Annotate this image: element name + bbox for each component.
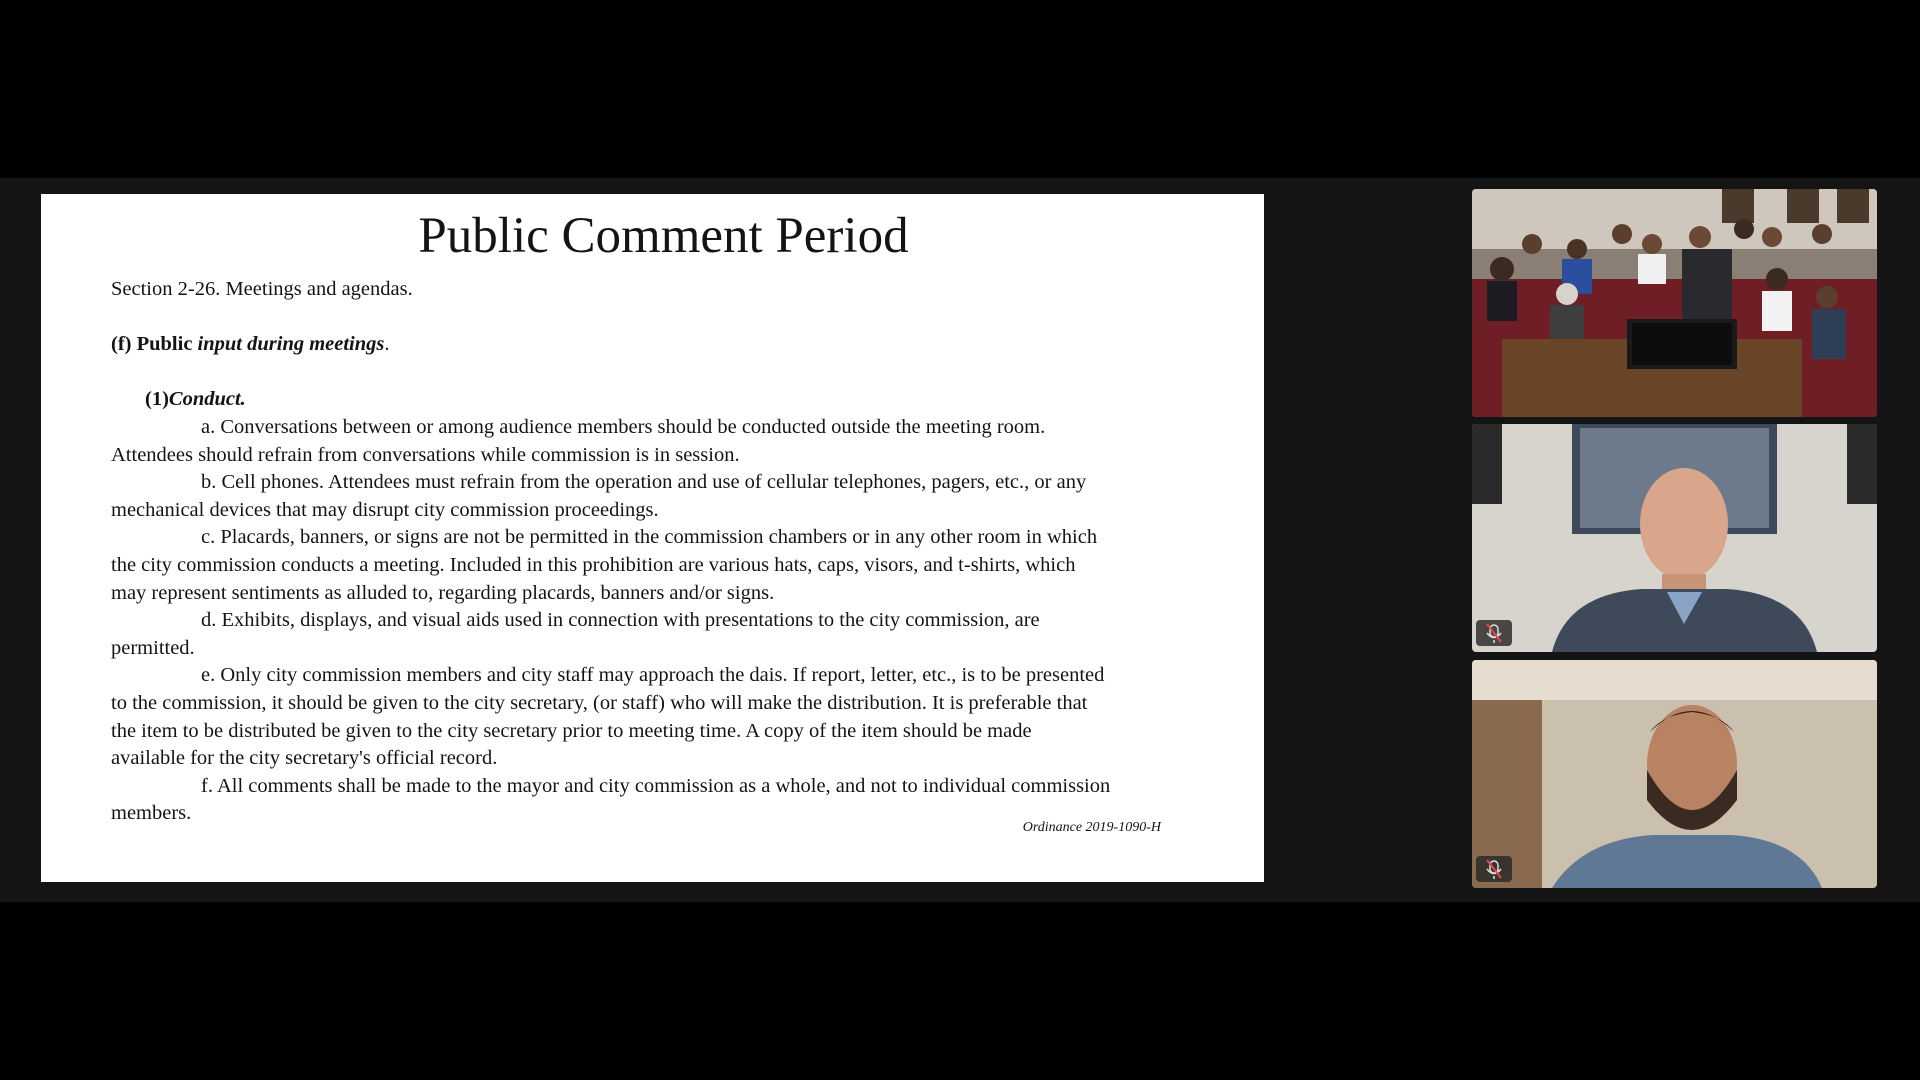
subsection-heading <box>111 331 1216 359</box>
conduct-number: (1) <box>145 388 169 411</box>
chamber-scene <box>1472 189 1877 417</box>
rule-a-line-2: Attendees should refrain from conversations while commission is in session. <box>111 443 740 466</box>
shared-slide <box>41 194 1264 882</box>
rule-b-line-1: b. Cell phones. Attendees must refrain from the operation and use of cellular telephones, pagers, etc., or any <box>201 471 1087 494</box>
rule-e-line-2: to the commission, it should be given to the city secretary, (or staff) who will make the distribution. It is preferable that <box>111 691 1088 714</box>
rule-f-line-1: f. All comments shall be made to the mayor and city commission as a whole, and not to individual commission <box>201 774 1111 797</box>
conduct-heading <box>111 386 1216 414</box>
rule-c-line-3: may represent sentiments as alluded to, regarding placards, banners and/or signs. <box>111 581 775 604</box>
section-heading: Section 2-26. Meetings and agendas. <box>111 278 413 301</box>
rule-d-line-2: permitted. <box>111 636 195 659</box>
subsection-bold: (f) Public <box>111 333 198 356</box>
rule-e-line-1: e. Only city commission members and city staff may approach the dais. If report, letter, etc., is to be presented <box>201 664 1105 687</box>
rule-e-line-3: the item to be distributed be given to the city secretary prior to meeting time. A copy of the item should be made <box>111 719 1032 742</box>
participant-video-chamber[interactable] <box>1472 189 1877 417</box>
rule-b-line-2: mechanical devices that may disrupt city commission proceedings. <box>111 498 659 521</box>
conduct-label: Conduct. <box>168 388 246 411</box>
subsection-period: . <box>384 333 390 356</box>
rule-c-line-1: c. Placards, banners, or signs are not be permitted in the commission chambers or in any other room in which <box>201 526 1098 549</box>
participant-video-3[interactable] <box>1472 660 1877 888</box>
mic-muted-icon <box>1476 620 1512 646</box>
rule-c-line-2: the city commission conducts a meeting. Included in this prohibition are various hats, caps, visors, and t-shirts, which <box>111 553 1076 576</box>
participant-3-scene <box>1472 660 1877 888</box>
rule-a-line-1: a. Conversations between or among audience members should be conducted outside the meeting room. <box>201 415 1046 438</box>
participant-video-2[interactable] <box>1472 424 1877 652</box>
rule-e-line-4: available for the city secretary's official record. <box>111 747 498 770</box>
mic-muted-icon <box>1476 856 1512 882</box>
rule-d-line-1: d. Exhibits, displays, and visual aids used in connection with presentations to the city commission, are <box>201 609 1040 632</box>
participant-2-scene <box>1472 424 1877 652</box>
subsection-italic: input during meetings <box>197 333 385 356</box>
rule-f-line-2: members. <box>111 802 192 825</box>
ordinance-citation: Ordinance 2019-1090-H <box>1022 820 1161 835</box>
slide-title: Public Comment Period <box>418 208 909 264</box>
